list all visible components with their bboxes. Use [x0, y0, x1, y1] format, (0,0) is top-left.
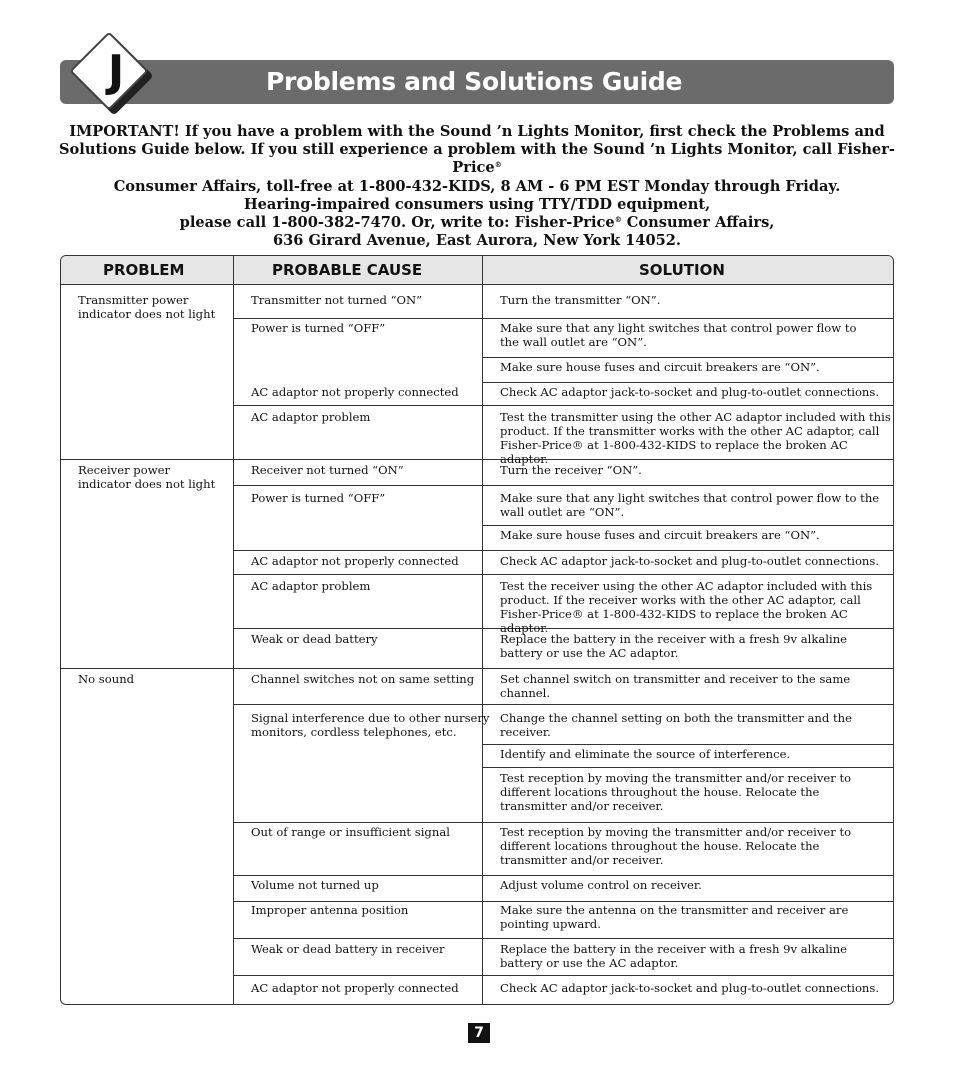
solution-cell: Turn the receiver “ON”. — [500, 463, 642, 477]
solution-cell: Turn the transmitter “ON”. — [500, 293, 661, 307]
problem-cell: No sound — [78, 672, 135, 686]
cause-cell: Transmitter not turned “ON” — [251, 293, 423, 307]
solution-cell: Identify and eliminate the source of interference. — [500, 747, 791, 761]
solution-cell: Test reception by moving the transmitter and/or receiver to different locations throughout the house. Relocate the transmitter and/or receiver. — [500, 825, 852, 867]
cause-cell: AC adaptor problem — [251, 410, 371, 424]
problem-cell: Transmitter power indicator does not light — [78, 293, 216, 321]
intro-line-5-tail: Consumer Affairs, — [621, 214, 775, 232]
solution-cell: Replace the battery in the receiver with a fresh 9v alkaline battery or use the AC adaptor. — [500, 632, 848, 660]
cause-row-divider — [233, 704, 893, 705]
cause-row-divider — [233, 550, 893, 551]
solution-cell: Make sure house fuses and circuit breakers are “ON”. — [500, 360, 820, 374]
column-header-solution: SOLUTION — [639, 261, 725, 279]
cause-row-divider — [233, 875, 893, 876]
cause-row-divider — [233, 485, 893, 486]
solution-cell: Adjust volume control on receiver. — [500, 878, 702, 892]
cause-cell: AC adaptor problem — [251, 579, 371, 593]
problem-cell: Receiver power indicator does not light — [78, 463, 216, 491]
solution-row-divider — [482, 767, 893, 768]
cause-row-divider — [233, 405, 893, 406]
problems-solutions-table — [60, 255, 894, 1005]
solution-cell: Make sure that any light switches that control power flow to the wall outlet are “ON”. — [500, 321, 857, 349]
cause-cell: Volume not turned up — [251, 878, 379, 892]
cause-row-divider — [233, 318, 893, 319]
cause-row-divider — [233, 822, 893, 823]
intro-line-4: Hearing-impaired consumers using TTY/TDD equipment, — [243, 195, 711, 213]
solution-cell: Make sure that any light switches that control power flow to the wall outlet are “ON”. — [500, 491, 880, 519]
cause-cell: Power is turned “OFF” — [251, 321, 386, 335]
cause-cell: Weak or dead battery in receiver — [251, 942, 445, 956]
cause-cell: Improper antenna position — [251, 903, 409, 917]
cause-row-divider — [233, 574, 893, 575]
intro-line-1: IMPORTANT! If you have a problem with the Sound ’n Lights Monitor, first check the Problems and — [69, 123, 885, 140]
solution-cell: Test the receiver using the other AC adaptor included with this product. If the receiver works with the other AC adaptor, call Fisher-Price® at 1-800-432-KIDS to replace the broken AC adaptor. — [500, 579, 873, 635]
cause-cell: Power is turned “OFF” — [251, 491, 386, 505]
intro-line-5 — [50, 214, 904, 232]
solution-cell: Make sure the antenna on the transmitter and receiver are pointing upward. — [500, 903, 849, 931]
page-title: Problems and Solutions Guide — [266, 67, 683, 96]
intro-line-5-text: please call 1-800-382-7470. Or, write to: Fisher-Price — [179, 214, 615, 232]
solution-cell: Check AC adaptor jack-to-socket and plug-to-outlet connections. — [500, 981, 880, 995]
cause-cell: Weak or dead battery — [251, 632, 378, 646]
cause-cell: Signal interference due to other nursery monitors, cordless telephones, etc. — [251, 711, 490, 739]
intro-notice — [50, 123, 904, 250]
cause-row-divider — [233, 975, 893, 976]
cause-row-divider — [233, 901, 893, 902]
intro-line-6: 636 Girard Avenue, East Aurora, New York 14052. — [273, 232, 681, 250]
section-letter: J — [107, 46, 125, 97]
solution-cell: Check AC adaptor jack-to-socket and plug-to-outlet connections. — [500, 554, 880, 568]
cause-cell: AC adaptor not properly connected — [251, 554, 459, 568]
cause-cell: AC adaptor not properly connected — [251, 981, 459, 995]
solution-cell: Make sure house fuses and circuit breakers are “ON”. — [500, 528, 820, 542]
cause-cell: Receiver not turned “ON” — [251, 463, 404, 477]
registered-mark: ® — [494, 160, 502, 170]
solution-cell: Test the transmitter using the other AC adaptor included with this product. If the transmitter works with the other AC adaptor, call Fisher-Price® at 1-800-432-KIDS to replace the broken AC adaptor. — [500, 410, 891, 466]
column-divider — [482, 256, 483, 1005]
problem-row-divider — [61, 668, 893, 669]
cause-cell: Out of range or insufficient signal — [251, 825, 450, 839]
solution-cell: Change the channel setting on both the transmitter and the receiver. — [500, 711, 852, 739]
registered-mark: ® — [614, 215, 622, 225]
solution-row-divider — [482, 357, 893, 358]
solution-cell: Check AC adaptor jack-to-socket and plug-to-outlet connections. — [500, 385, 880, 399]
solution-row-divider — [482, 382, 893, 383]
solution-cell: Test reception by moving the transmitter and/or receiver to different locations throughout the house. Relocate the transmitter and/or receiver. — [500, 771, 852, 813]
cause-cell: Channel switches not on same setting — [251, 672, 475, 686]
solution-cell: Set channel switch on transmitter and receiver to the same channel. — [500, 672, 851, 700]
solution-cell: Replace the battery in the receiver with a fresh 9v alkaline battery or use the AC adaptor. — [500, 942, 848, 970]
solution-row-divider — [482, 744, 893, 745]
column-header-cause: PROBABLE CAUSE — [272, 261, 423, 279]
page-number: 7 — [468, 1023, 490, 1043]
cause-row-divider — [233, 938, 893, 939]
solution-row-divider — [482, 525, 893, 526]
column-divider — [233, 256, 234, 1005]
cause-cell: AC adaptor not properly connected — [251, 385, 459, 399]
intro-line-3: Consumer Affairs, toll-free at 1-800-432-KIDS, 8 AM - 6 PM EST Monday through Friday. — [113, 177, 841, 195]
intro-line-2 — [50, 141, 904, 177]
intro-line-2-text: Solutions Guide below. If you still experience a problem with the Sound ’n Lights Monitor, call Fisher-Price — [59, 141, 895, 177]
table-header-row — [61, 256, 893, 285]
column-header-problem: PROBLEM — [103, 261, 185, 279]
